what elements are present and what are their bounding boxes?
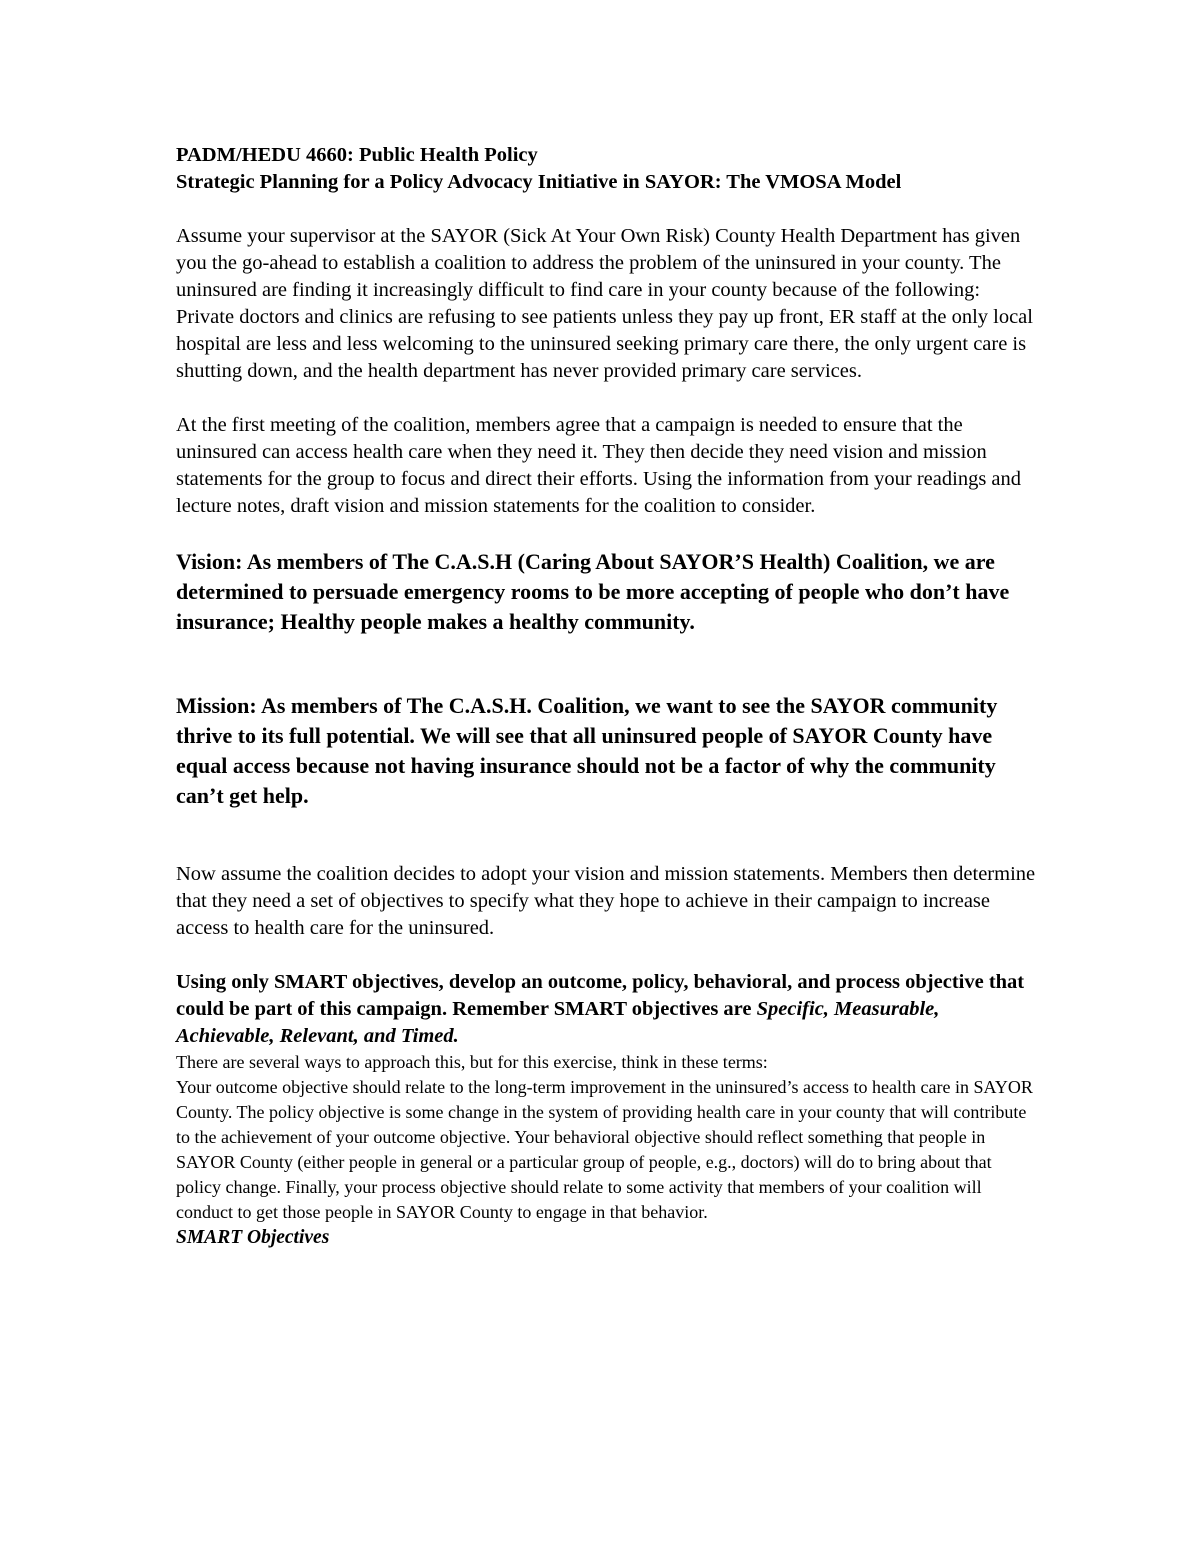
- meeting-paragraph: At the first meeting of the coalition, members agree that a campaign is needed to ensure that the uninsured can access health care when they need it. They then decide they need vision and mission statements for the group to focus and direct their efforts. Using the information from your readings and lecture notes, draft vision and mission statements for the coalition to consider.: [176, 414, 1022, 517]
- approach-details: Your outcome objective should relate to the long-term improvement in the uninsured’s access to health care in SAYOR County. The policy objective is some change in the system of providing health care in your county that will contribute to the achievement of your outcome objective. Your behavioral objective should reflect something that people in SAYOR County (either people in general or a particular group of people, e.g., doctors) will do to bring about that policy change. Finally, your process objective should relate to some activity that members of your coalition will conduct to get those people in SAYOR County to engage in that behavior.: [176, 1077, 1033, 1222]
- mission-statement: Mission: As members of The C.A.S.H. Coalition, we want to see the SAYOR community thrive to its full potential. We will see that all uninsured people of SAYOR County have equal access because not having insurance should not be a factor of why the community can’t get help.: [176, 693, 998, 808]
- vision-statement: Vision: As members of The C.A.S.H (Caring About SAYOR’S Health) Coalition, we are determined to persuade emergency rooms to be more accepting of people who don’t have insurance; Healthy people makes a healthy community.: [176, 549, 1010, 634]
- smart-instruction: [176, 969, 1036, 1050]
- smart-instruction-text: Using only SMART objectives, develop an outcome, policy, behavioral, and process objective that could be part of this campaign. Remember SMART objectives are: [176, 971, 1025, 1020]
- intro-paragraph: Assume your supervisor at the SAYOR (Sick At Your Own Risk) County Health Department has given you the go-ahead to establish a coalition to address the problem of the uninsured in your county. The uninsured are finding it increasingly difficult to find care in your county because of the following: Private doctors and clinics are refusing to see patients unless they pay up front, ER staff at the only local hospital are less and less welcoming to the uninsured seeking primary care there, the only urgent care is shutting down, and the health department has never provided primary care services.: [176, 225, 1033, 382]
- smart-objectives-heading: SMART Objectives: [176, 1227, 330, 1248]
- smart-definition: Specific, Measurable, Achievable, Relevant, and Timed.: [176, 998, 940, 1047]
- course-title: PADM/HEDU 4660: Public Health Policy: [176, 144, 538, 166]
- adopt-paragraph: Now assume the coalition decides to adopt your vision and mission statements. Members then determine that they need a set of objectives to specify what they hope to achieve in their campaign to increase access to health care for the uninsured.: [176, 863, 1036, 939]
- assignment-title: Strategic Planning for a Policy Advocacy Initiative in SAYOR: The VMOSA Model: [176, 171, 902, 193]
- document-page: [176, 142, 1036, 1250]
- approach-intro: There are several ways to approach this, but for this exercise, think in these terms:: [176, 1052, 768, 1072]
